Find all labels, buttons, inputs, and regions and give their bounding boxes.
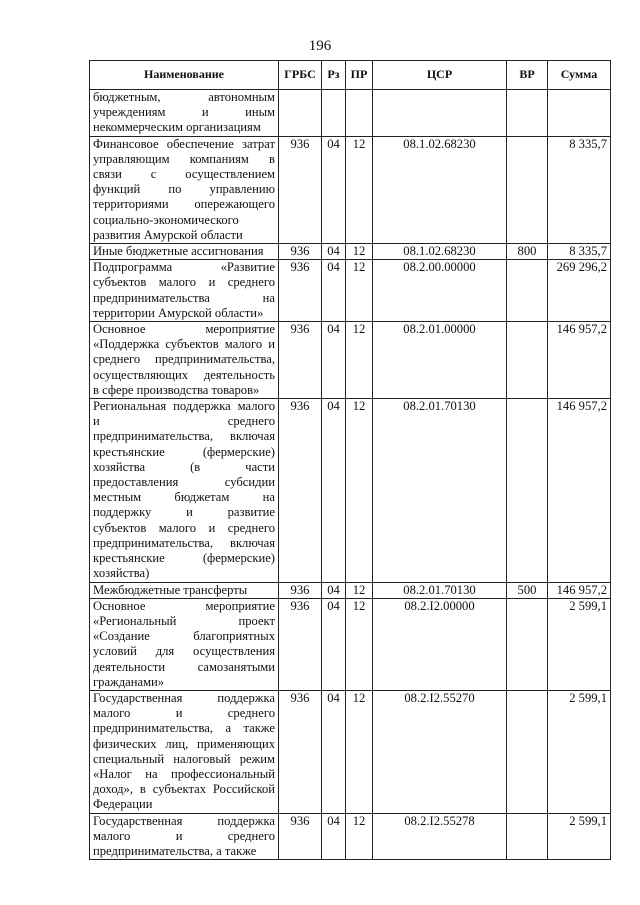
cell-vr <box>507 690 548 813</box>
cell-name-line: территориями опережающего <box>93 197 275 212</box>
cell-grbs: 936 <box>279 260 322 322</box>
cell-name-line: Государственная поддержка <box>93 813 275 828</box>
table-row <box>90 399 611 582</box>
cell-grbs: 936 <box>279 690 322 813</box>
cell-csr: 08.2.I2.55278 <box>373 813 507 860</box>
page-number: 196 <box>308 38 332 54</box>
header-csr: ЦСР <box>373 61 507 90</box>
cell-sum: 8 335,7 <box>548 244 611 260</box>
cell-grbs: 936 <box>279 322 322 399</box>
cell-vr <box>507 260 548 322</box>
cell-pr: 12 <box>346 322 373 399</box>
cell-csr: 08.2.01.00000 <box>373 322 507 399</box>
cell-pr: 12 <box>346 598 373 690</box>
cell-name-line: малого и среднего <box>93 706 275 721</box>
cell-vr <box>507 399 548 582</box>
cell-sum <box>548 90 611 137</box>
cell-csr <box>373 90 507 137</box>
cell-name <box>90 582 279 598</box>
cell-name-line: функций по управлению <box>93 182 275 197</box>
cell-vr <box>507 813 548 860</box>
table-row <box>90 813 611 860</box>
table-row <box>90 90 611 137</box>
cell-pr <box>346 90 373 137</box>
cell-name-line: крестьянские (фермерские) <box>93 444 275 459</box>
cell-name <box>90 322 279 399</box>
cell-name-line: субъектов малого и среднего <box>93 275 275 290</box>
cell-name-line: хозяйства) <box>93 566 150 581</box>
cell-name-line: «Поддержка субъектов малого и <box>93 337 275 352</box>
cell-rz: 04 <box>322 322 346 399</box>
cell-rz: 04 <box>322 136 346 243</box>
cell-sum: 8 335,7 <box>548 136 611 243</box>
cell-name <box>90 399 279 582</box>
cell-name-line: крестьянские (фермерские) <box>93 551 275 566</box>
cell-name <box>90 690 279 813</box>
cell-name-line: Основное мероприятие <box>93 598 275 613</box>
cell-name-line: «Региональный проект <box>93 613 275 628</box>
cell-csr: 08.2.01.70130 <box>373 399 507 582</box>
cell-name-line: малого и среднего <box>93 828 275 843</box>
cell-name-line: Подпрограмма «Развитие <box>93 260 275 275</box>
cell-name-line: Основное мероприятие <box>93 322 275 337</box>
cell-grbs: 936 <box>279 813 322 860</box>
cell-csr: 08.2.I2.55270 <box>373 690 507 813</box>
cell-name <box>90 244 279 260</box>
table-row <box>90 582 611 598</box>
cell-grbs: 936 <box>279 399 322 582</box>
cell-name-line: предпринимательства, включая <box>93 535 275 550</box>
cell-name-line: учреждениям и иным <box>93 105 275 120</box>
cell-grbs: 936 <box>279 598 322 690</box>
cell-name-line: предпринимательства, включая <box>93 429 275 444</box>
cell-name-line: «Налог на профессиональный <box>93 766 275 781</box>
cell-name-line: субъектов малого и среднего <box>93 520 275 535</box>
cell-csr: 08.2.01.70130 <box>373 582 507 598</box>
table-row <box>90 598 611 690</box>
cell-name-line: поддержку и развитие <box>93 505 275 520</box>
cell-name-line: предпринимательства на <box>93 290 275 305</box>
cell-pr: 12 <box>346 136 373 243</box>
cell-grbs: 936 <box>279 136 322 243</box>
cell-name-line: физических лиц, применяющих <box>93 736 275 751</box>
budget-table <box>89 60 611 860</box>
table-row <box>90 260 611 322</box>
cell-name-line: Государственная поддержка <box>93 690 275 705</box>
table-body <box>90 90 611 860</box>
cell-vr <box>507 90 548 137</box>
table-row <box>90 244 611 260</box>
cell-name <box>90 813 279 860</box>
cell-sum: 146 957,2 <box>548 582 611 598</box>
cell-grbs: 936 <box>279 582 322 598</box>
cell-name-line: бюджетным, автономным <box>93 90 275 104</box>
header-name: Наименование <box>90 61 279 90</box>
cell-sum: 2 599,1 <box>548 690 611 813</box>
cell-rz <box>322 90 346 137</box>
cell-name-line: доход», в субъектах Российской <box>93 782 275 797</box>
cell-name-line: Финансовое обеспечение затрат <box>93 136 275 151</box>
cell-csr: 08.2.I2.00000 <box>373 598 507 690</box>
cell-name <box>90 598 279 690</box>
cell-name-line: Межбюджетные трансферты <box>93 582 248 597</box>
cell-name-line: осуществляющих деятельность <box>93 367 275 382</box>
cell-name-line: предоставления субсидии <box>93 475 275 490</box>
cell-pr: 12 <box>346 260 373 322</box>
cell-vr: 500 <box>507 582 548 598</box>
cell-name-line: предпринимательства, а также <box>93 721 275 736</box>
header-pr: ПР <box>346 61 373 90</box>
cell-name <box>90 260 279 322</box>
table-header-row <box>90 61 611 90</box>
header-vr: ВР <box>507 61 548 90</box>
cell-pr: 12 <box>346 813 373 860</box>
cell-rz: 04 <box>322 582 346 598</box>
cell-rz: 04 <box>322 399 346 582</box>
cell-pr: 12 <box>346 399 373 582</box>
header-grbs: ГРБС <box>279 61 322 90</box>
cell-name-line: связи с осуществлением <box>93 167 275 182</box>
cell-pr: 12 <box>346 690 373 813</box>
cell-vr <box>507 136 548 243</box>
cell-name-line: и среднего <box>93 414 275 429</box>
header-rz: Рз <box>322 61 346 90</box>
cell-name-line: деятельности самозанятыми <box>93 659 275 674</box>
header-sum: Сумма <box>548 61 611 90</box>
table-row <box>90 136 611 243</box>
cell-pr: 12 <box>346 244 373 260</box>
cell-name-line: местным бюджетам на <box>93 490 275 505</box>
cell-name-line: хозяйства (в части <box>93 459 275 474</box>
cell-name-line: управляющим компаниям в <box>93 151 275 166</box>
cell-name-line: Региональная поддержка малого <box>93 399 275 414</box>
cell-rz: 04 <box>322 598 346 690</box>
cell-sum: 269 296,2 <box>548 260 611 322</box>
cell-rz: 04 <box>322 690 346 813</box>
cell-sum: 146 957,2 <box>548 322 611 399</box>
cell-sum: 2 599,1 <box>548 598 611 690</box>
cell-rz: 04 <box>322 813 346 860</box>
cell-name-line: «Создание благоприятных <box>93 629 275 644</box>
cell-csr: 08.1.02.68230 <box>373 244 507 260</box>
cell-name-line: гражданами» <box>93 674 165 689</box>
cell-name-line: Федерации <box>93 797 153 812</box>
cell-name <box>90 90 279 137</box>
cell-name-line: среднего предпринимательства, <box>93 352 275 367</box>
cell-rz: 04 <box>322 244 346 260</box>
table-row <box>90 690 611 813</box>
cell-name-line: социально-экономического <box>93 212 239 227</box>
cell-name <box>90 136 279 243</box>
cell-csr: 08.1.02.68230 <box>373 136 507 243</box>
cell-name-line: условий для осуществления <box>93 644 275 659</box>
cell-name-line: в сфере производства товаров» <box>93 382 260 397</box>
cell-sum: 2 599,1 <box>548 813 611 860</box>
cell-name-line: предпринимательства, а также <box>93 843 257 858</box>
cell-vr <box>507 598 548 690</box>
cell-sum: 146 957,2 <box>548 399 611 582</box>
table-row <box>90 322 611 399</box>
cell-grbs <box>279 90 322 137</box>
cell-pr: 12 <box>346 582 373 598</box>
cell-name-line: развития Амурской области <box>93 227 243 242</box>
cell-grbs: 936 <box>279 244 322 260</box>
cell-csr: 08.2.00.00000 <box>373 260 507 322</box>
cell-name-line: некоммерческим организациям <box>93 120 261 135</box>
cell-name-line: территории Амурской области» <box>93 305 264 320</box>
cell-rz: 04 <box>322 260 346 322</box>
cell-name-line: Иные бюджетные ассигнования <box>93 244 264 259</box>
cell-name-line: специальный налоговый режим <box>93 751 275 766</box>
cell-vr <box>507 322 548 399</box>
cell-vr: 800 <box>507 244 548 260</box>
